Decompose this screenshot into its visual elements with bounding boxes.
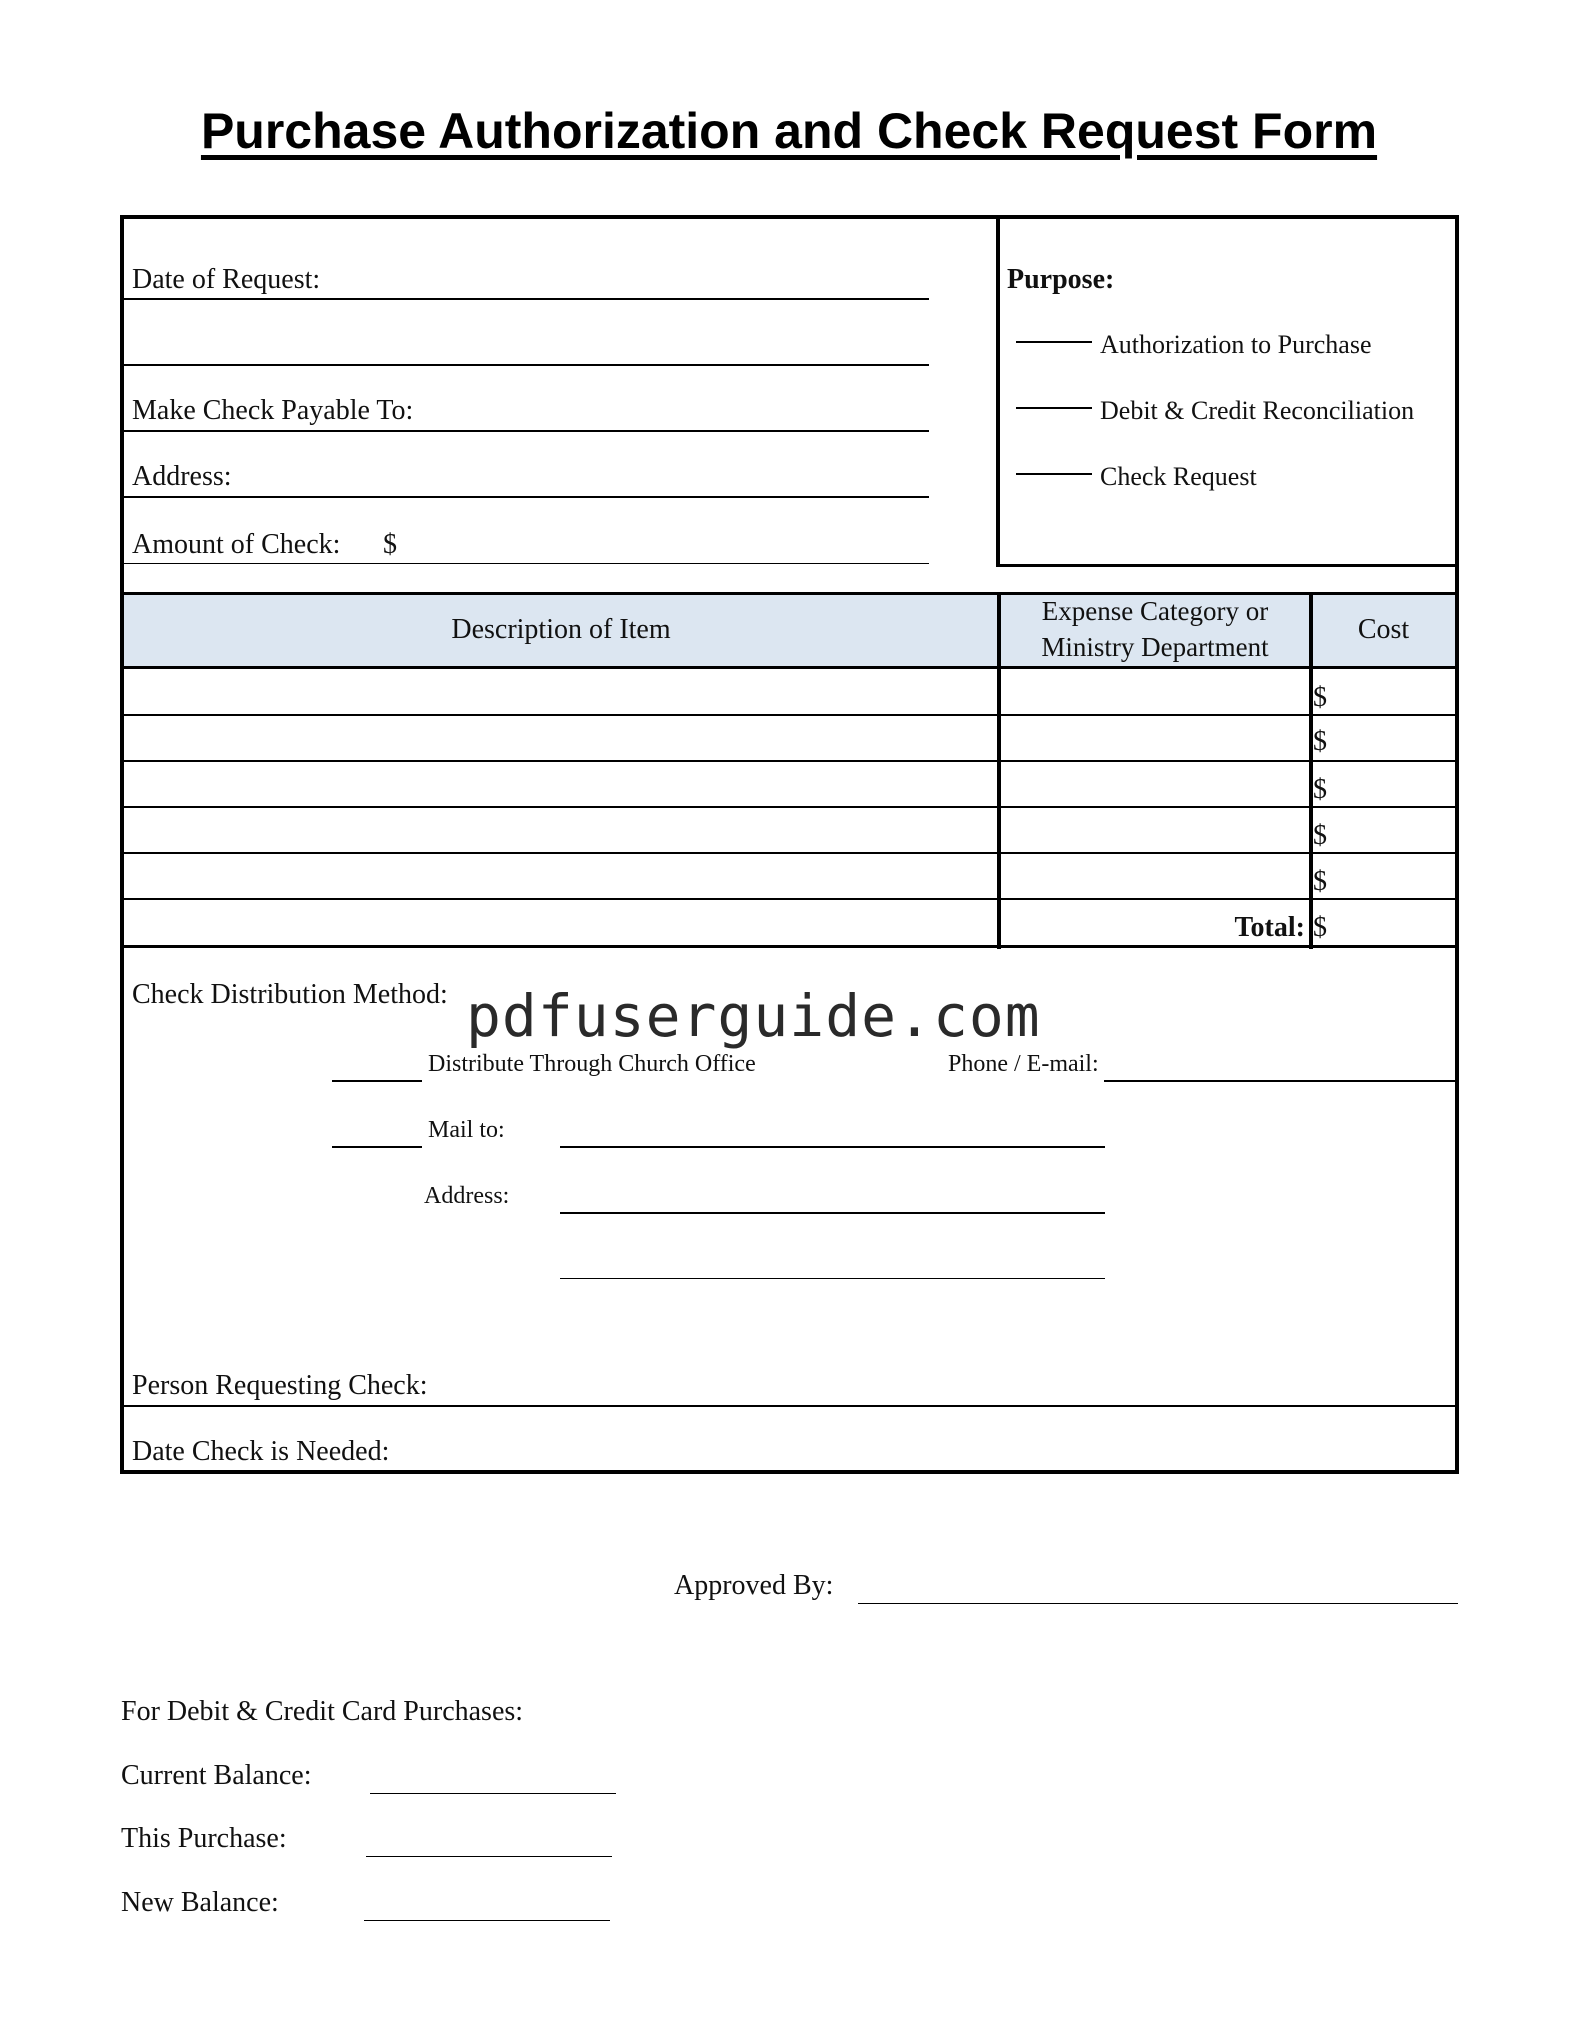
cost-dollar-sign: $ [1313, 682, 1327, 713]
address-line[interactable] [124, 496, 929, 498]
mail-to-line[interactable] [560, 1146, 1105, 1148]
mail-address-line-1[interactable] [560, 1212, 1105, 1214]
new-balance-line[interactable] [364, 1920, 610, 1921]
total-label: Total: [1234, 912, 1305, 943]
table-row-line [120, 806, 1459, 808]
purpose-option-authorization[interactable] [1016, 330, 1092, 348]
approved-by-label: Approved By: [674, 1570, 834, 1601]
total-dollar-sign: $ [1313, 912, 1327, 943]
church-office-blank[interactable] [332, 1080, 422, 1082]
category-header-line1: Expense Category or [1041, 596, 1269, 626]
mail-to-blank[interactable] [332, 1146, 422, 1148]
table-row-line [120, 852, 1459, 854]
mail-to-label: Mail to: [428, 1117, 505, 1143]
table-row-line [120, 714, 1459, 716]
purpose-box-bottom [996, 564, 1459, 567]
this-purchase-line[interactable] [366, 1856, 612, 1857]
mail-address-line-2[interactable] [560, 1278, 1105, 1279]
table-header-bottom [120, 666, 1459, 669]
person-requesting-label: Person Requesting Check: [132, 1370, 428, 1401]
distribution-heading: Check Distribution Method: [132, 979, 448, 1010]
payable-to-label: Make Check Payable To: [132, 395, 414, 426]
date-of-request-label: Date of Request: [132, 264, 321, 295]
table-bottom-border [120, 945, 1459, 948]
purpose-checkbox-blank[interactable] [1016, 340, 1092, 343]
purpose-checkbox-blank[interactable] [1016, 472, 1092, 475]
table-row-line [120, 760, 1459, 762]
purpose-option-label: Check Request [1100, 462, 1257, 491]
cost-header: Cost [1357, 614, 1410, 645]
card-section-heading: For Debit & Credit Card Purchases: [121, 1696, 524, 1727]
purpose-option-label: Authorization to Purchase [1100, 330, 1372, 359]
purpose-option-reconciliation[interactable] [1016, 396, 1092, 414]
payable-to-line[interactable] [124, 430, 929, 432]
purpose-option-label: Debit & Credit Reconciliation [1100, 396, 1415, 425]
current-balance-label: Current Balance: [121, 1760, 312, 1791]
purpose-option-check-request[interactable] [1016, 462, 1092, 480]
column-divider [997, 592, 1001, 949]
page-title: Purchase Authorization and Check Request Form [200, 103, 1378, 159]
description-header: Description of Item [451, 614, 671, 645]
date-needed-label: Date Check is Needed: [132, 1436, 390, 1467]
purpose-box-border [996, 215, 1000, 567]
person-requesting-line[interactable] [124, 1405, 1455, 1407]
watermark: pdfuserguide.com [466, 982, 1041, 1050]
extra-line[interactable] [124, 364, 929, 366]
date-of-request-line[interactable] [124, 298, 929, 300]
cost-dollar-sign: $ [1313, 820, 1327, 851]
cost-dollar-sign: $ [1313, 866, 1327, 897]
amount-of-check-line[interactable] [124, 563, 929, 564]
category-header-line2: Ministry Department [1041, 632, 1269, 662]
new-balance-label: New Balance: [121, 1887, 279, 1918]
this-purchase-label: This Purchase: [121, 1823, 287, 1854]
amount-dollar-sign: $ [383, 529, 397, 560]
phone-email-line[interactable] [1104, 1080, 1455, 1082]
address-label: Address: [132, 461, 232, 492]
amount-of-check-label: Amount of Check: [132, 529, 341, 560]
table-row-line [120, 898, 1459, 900]
cost-dollar-sign: $ [1313, 726, 1327, 757]
mail-address-label: Address: [424, 1183, 510, 1209]
phone-email-label: Phone / E-mail: [948, 1051, 1099, 1077]
cost-dollar-sign: $ [1313, 774, 1327, 805]
purpose-heading: Purpose: [1007, 264, 1115, 295]
church-office-label: Distribute Through Church Office [428, 1051, 756, 1077]
purpose-checkbox-blank[interactable] [1016, 406, 1092, 409]
current-balance-line[interactable] [370, 1793, 616, 1794]
approved-by-line[interactable] [858, 1603, 1458, 1604]
